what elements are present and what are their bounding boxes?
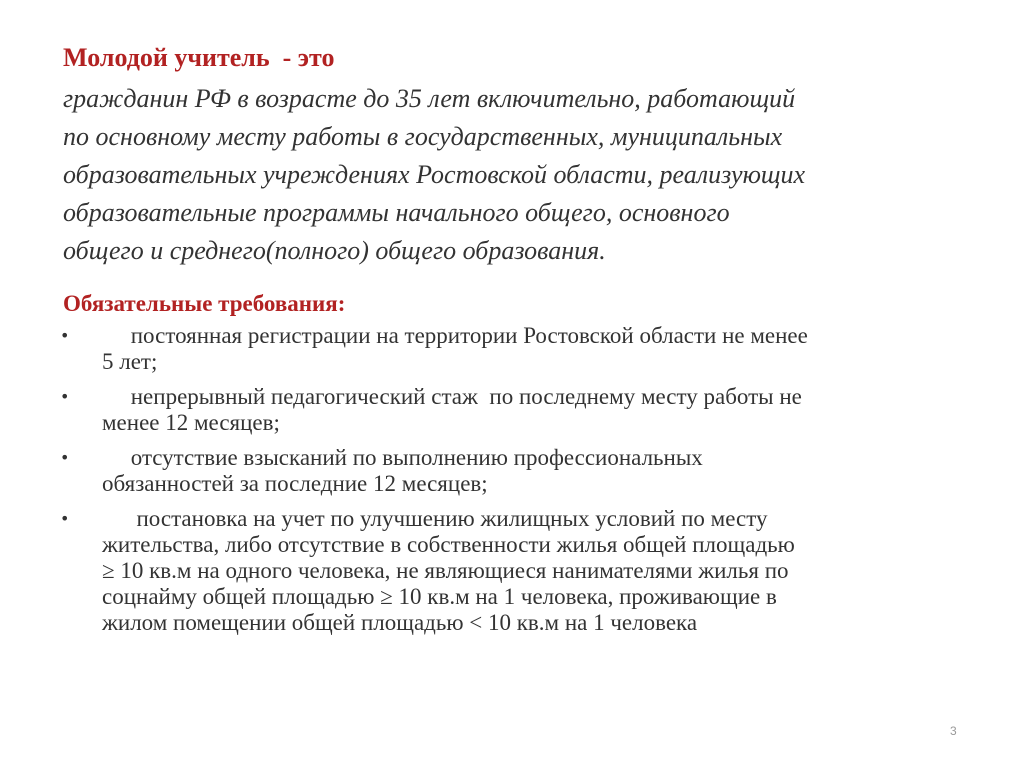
requirements-heading: Обязательные требования: — [63, 291, 346, 316]
definition-text — [63, 80, 983, 270]
bullet-icon: • — [60, 509, 70, 528]
requirements-list — [60, 323, 980, 645]
requirement-item-experience — [60, 384, 980, 436]
definition-line: образовательные программы начального общего, основного — [63, 198, 730, 227]
page-number: 3 — [950, 724, 957, 738]
definition-line: образовательных учреждениях Ростовской области, реализующих — [63, 160, 806, 189]
requirement-item-registration — [60, 323, 980, 375]
requirement-item-housing — [60, 506, 980, 636]
requirement-line: ≥ 10 кв.м на одного человека, не являющиеся нанимателями жилья по — [102, 558, 789, 583]
requirement-line: постоянная регистрации на территории Ростовской области не менее — [102, 323, 808, 348]
definition-line: по основному месту работы в государственных, муниципальных — [63, 122, 783, 151]
bullet-icon: • — [60, 387, 70, 406]
requirement-line: непрерывный педагогический стаж по последнему месту работы не — [102, 384, 802, 409]
requirement-line: жительства, либо отсутствие в собственности жилья общей площадью — [102, 532, 795, 557]
slide-title: Молодой учитель - это — [63, 43, 335, 72]
requirement-line: отсутствие взысканий по выполнению профессиональных — [102, 445, 703, 470]
requirement-item-no-penalties — [60, 445, 980, 497]
bullet-icon: • — [60, 448, 70, 467]
requirement-line: соцнайму общей площадью ≥ 10 кв.м на 1 человека, проживающие в — [102, 584, 777, 609]
definition-line: гражданин РФ в возрасте до 35 лет включительно, работающий — [63, 84, 796, 113]
requirement-line: 5 лет; — [102, 349, 158, 374]
requirement-line: жилом помещении общей площадью < 10 кв.м на 1 человека — [102, 610, 698, 635]
requirement-line: обязанностей за последние 12 месяцев; — [102, 471, 488, 496]
requirement-line: постановка на учет по улучшению жилищных условий по месту — [102, 506, 768, 531]
bullet-icon: • — [60, 326, 70, 345]
requirement-line: менее 12 месяцев; — [102, 410, 280, 435]
definition-line: общего и среднего(полного) общего образования. — [63, 236, 606, 265]
